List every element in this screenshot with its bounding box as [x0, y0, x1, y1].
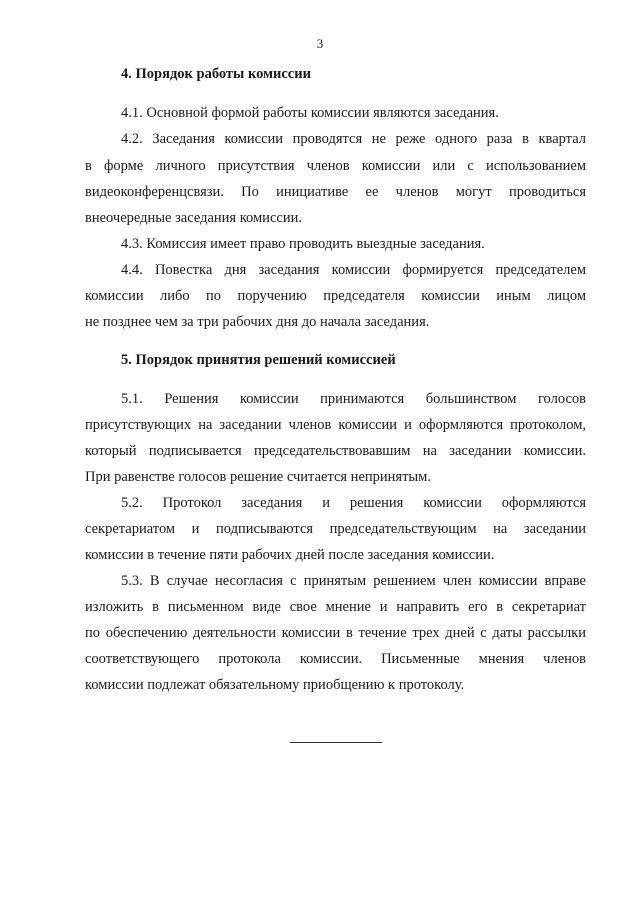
text-line: в форме личного присутствия членов комиссии или с использованием: [85, 158, 586, 174]
text-line: 4.1. Основной формой работы комиссии являются заседания.: [121, 105, 499, 121]
text-line: секретариатом и подписываются председательствующим на заседании: [85, 521, 586, 537]
text-line: соответствующего протокола комиссии. Письменные мнения членов: [85, 651, 586, 667]
page-number: 3: [316, 36, 324, 51]
text-line: комиссии подлежат обязательному приобщению к протоколу.: [85, 677, 465, 693]
text-line: по обеспечению деятельности комиссии в течение трех дней с даты рассылки: [85, 625, 586, 641]
text-line: комиссии в течение пяти рабочих дней после заседания комиссии.: [85, 547, 495, 563]
text-line: видеоконференцсвязи. По инициативе ее членов могут проводиться: [85, 184, 586, 200]
text-line: изложить в письменном виде свое мнение и направить его в секретариат: [85, 599, 586, 615]
text-line: 4.3. Комиссия имеет право проводить выездные заседания.: [121, 236, 485, 252]
text-line: который подписывается председательствовавшим на заседании комиссии.: [85, 443, 586, 459]
text-line: внеочередные заседания комиссии.: [85, 210, 302, 226]
text-line: При равенстве голосов решение считается непринятым.: [85, 469, 431, 485]
closing-rule: [290, 742, 382, 743]
text-line: 5.2. Протокол заседания и решения комиссии оформляются: [121, 495, 586, 511]
text-line: комиссии либо по поручению председателя комиссии иным лицом: [85, 288, 586, 304]
text-line: 5.1. Решения комиссии принимаются большинством голосов: [121, 391, 586, 407]
text-line: 4.4. Повестка дня заседания комиссии формируется председателем: [121, 262, 586, 278]
text-line: 5.3. В случае несогласия с принятым решением член комиссии вправе: [121, 573, 586, 589]
text-line: 4.2. Заседания комиссии проводятся не реже одного раза в квартал: [121, 131, 586, 147]
section-4-heading: 4. Порядок работы комиссии: [121, 66, 311, 82]
section-5-heading: 5. Порядок принятия решений комиссией: [121, 352, 396, 368]
text-line: не позднее чем за три рабочих дня до начала заседания.: [85, 314, 430, 330]
text-line: присутствующих на заседании членов комиссии и оформляются протоколом,: [85, 417, 586, 433]
